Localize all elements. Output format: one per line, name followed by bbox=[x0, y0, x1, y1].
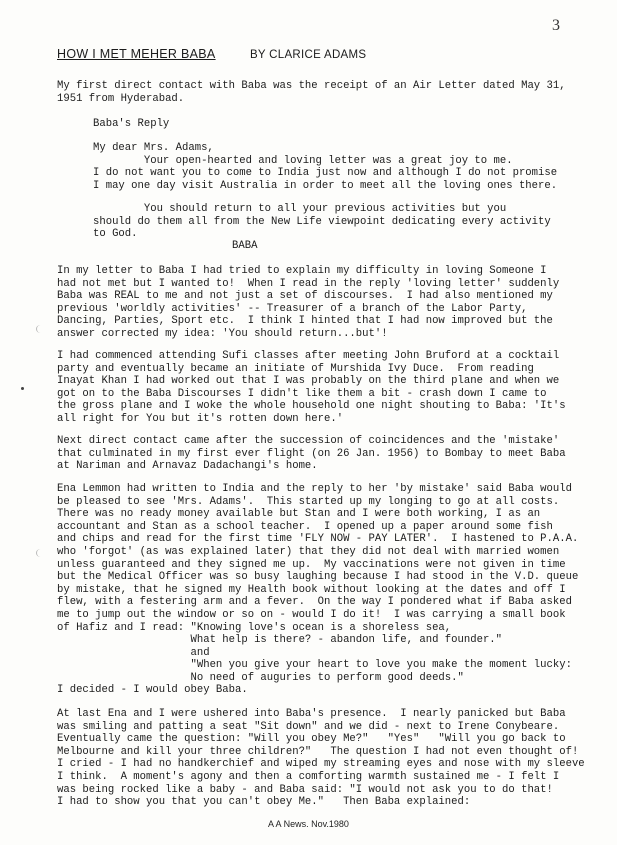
text-line: At last Ena and I were ushered into Baba's presence. I nearly panicked but Baba bbox=[57, 708, 566, 720]
text-line: previous 'worldly activities' -- Treasurer of a branch of the Labor Party, bbox=[57, 302, 528, 315]
signature: BABA bbox=[232, 240, 258, 252]
quote-line: What help is there? - abandon life, and founder." bbox=[57, 634, 503, 646]
text-line: I may one day visit Australia in order to meet all the loving ones there. bbox=[93, 179, 558, 192]
text-line: all right for You but it's rotten down here.' bbox=[57, 412, 344, 425]
text-line: to God. bbox=[93, 228, 138, 241]
reply-letter-continued bbox=[93, 203, 613, 241]
salutation: My dear Mrs. Adams, bbox=[93, 142, 214, 154]
text-line: of Hafiz and I read: "Knowing love's ocean is a shoreless sea, bbox=[57, 621, 452, 634]
text-line: by mistake, that he signed my Health book without looking at the dates and off I bbox=[57, 583, 566, 596]
paragraph-2 bbox=[57, 350, 577, 426]
text-line: There was no ready money available but Stan and I were both working, I as an bbox=[57, 508, 541, 521]
text-line: Ena Lemmon had written to India and the reply to her 'by mistake' said Baba would bbox=[57, 483, 572, 495]
text-line: 1951 from Hyderabad. bbox=[57, 92, 185, 105]
text-line: In my letter to Baba I had tried to explain my difficulty in loving Someone I bbox=[57, 265, 547, 277]
footer-citation: A A News. Nov.1980 bbox=[268, 819, 349, 829]
title-row bbox=[57, 48, 366, 63]
scan-speck bbox=[21, 387, 24, 390]
reply-signature bbox=[232, 240, 332, 253]
paragraph-1 bbox=[57, 265, 577, 341]
text-line: Inayat Khan I had worked out that I was probably on the third plane and when we bbox=[57, 375, 560, 388]
text-line: flew, with a festering arm and a fever. On the way I pondered what if Baba asked bbox=[57, 596, 572, 609]
text-line: Melbourne and kill your three children?" The question I had not even thought of! bbox=[57, 745, 579, 758]
paragraph-4 bbox=[57, 483, 577, 634]
text-line: accountant and Stan as a school teacher. I opened up a paper around some fish bbox=[57, 520, 553, 533]
text-line: I had commenced attending Sufi classes after meeting John Bruford at a cocktail bbox=[57, 350, 560, 362]
article-title: HOW I MET MEHER BABA bbox=[57, 47, 216, 61]
text-line: I decided - I would obey Baba. bbox=[57, 684, 248, 696]
text-line: Your open-hearted and loving letter was a great joy to me. bbox=[93, 154, 513, 167]
text-line: who 'forgot' (as was explained later) that they did not deal with married women bbox=[57, 545, 560, 558]
text-line: but the Medical Officer was so busy laughing because I had stood in the V.D. queue bbox=[57, 571, 579, 584]
text-line: unless guaranteed and they signed me up. My vaccinations were not given in time bbox=[57, 558, 566, 571]
text-line: got on to the Baba Discourses I didn't like them a bit - crash down I came to bbox=[57, 387, 547, 400]
text-line: My first direct contact with Baba was the receipt of an Air Letter dated May 31, bbox=[57, 80, 566, 92]
text-line: should do them all from the New Life viewpoint dedicating every activity bbox=[93, 215, 551, 228]
text-line: was smiling and patting a seat "Sit down" and we did - next to Irene Conybeare. bbox=[57, 720, 560, 733]
intro-paragraph bbox=[57, 80, 577, 105]
text-line: me to jump out the window or so on - would I do it! I was carrying a small book bbox=[57, 608, 566, 621]
text-line: Dancing, Parties, Sport etc. I think I hinted that I had now improved but the bbox=[57, 315, 553, 328]
text-line: Next direct contact came after the succession of coincidences and the 'mistake' bbox=[57, 435, 560, 447]
text-line: had not met but I wanted to! When I read in the reply 'loving letter' suddenly bbox=[57, 277, 560, 290]
text-line: and chips and read for the first time 'FLY NOW - PAY LATER'. I hastened to P.A.A. bbox=[57, 533, 579, 546]
author-byline: BY CLARICE ADAMS bbox=[249, 49, 367, 61]
decision-line bbox=[57, 684, 577, 697]
paragraph-3 bbox=[57, 435, 577, 473]
text-line: was being rocked like a baby - and Baba said: "I would not ask you to do that! bbox=[57, 783, 553, 796]
text-line: be pleased to see 'Mrs. Adams'. This started up my longing to go at all costs. bbox=[57, 495, 560, 508]
quote-line: and bbox=[57, 646, 210, 659]
paragraph-5 bbox=[57, 708, 585, 809]
text-line: at Nariman and Arnavaz Dadachangi's home. bbox=[57, 460, 318, 473]
text-line: that culminated in my first ever flight (on 26 Jan. 1956) to Bombay to meet Baba bbox=[57, 447, 566, 460]
quote-line: No need of auguries to perform good deeds." bbox=[57, 671, 464, 684]
text-line: Eventually came the question: "Will you obey Me?" "Yes" "Will you go back to bbox=[57, 733, 566, 746]
punch-hole-mark bbox=[36, 549, 45, 557]
text-line: party and eventually became an initiate of Murshida Ivy Duce. From reading bbox=[57, 362, 534, 375]
page-number: 3 bbox=[552, 17, 560, 34]
text-line: answer corrected my idea: 'You should return...but'! bbox=[57, 327, 388, 340]
reply-heading bbox=[93, 118, 613, 131]
text-line: the gross plane and I woke the whole household one night shouting to Baba: 'It's bbox=[57, 400, 566, 413]
punch-hole-mark bbox=[36, 325, 45, 333]
text-line: I think. A moment's agony and then a comforting warmth sustained me - I felt I bbox=[57, 770, 560, 783]
text-line: I do not want you to come to India just now and although I do not promise bbox=[93, 167, 558, 180]
hafiz-quote bbox=[57, 634, 572, 684]
text-line: I cried - I had no handkerchief and wiped my streaming eyes and nose with my sleeve bbox=[57, 758, 585, 771]
text-line: I had to show you that you can't obey Me." Then Baba explained: bbox=[57, 796, 471, 809]
text-line: Baba was REAL to me and not just a set of discourses. I had also mentioned my bbox=[57, 290, 553, 303]
quote-line: "When you give your heart to love you make the moment lucky: bbox=[57, 659, 572, 672]
text-line: You should return to all your previous activities but you bbox=[93, 203, 507, 215]
reply-heading-text: Baba's Reply bbox=[93, 118, 170, 130]
reply-letter bbox=[93, 142, 613, 192]
